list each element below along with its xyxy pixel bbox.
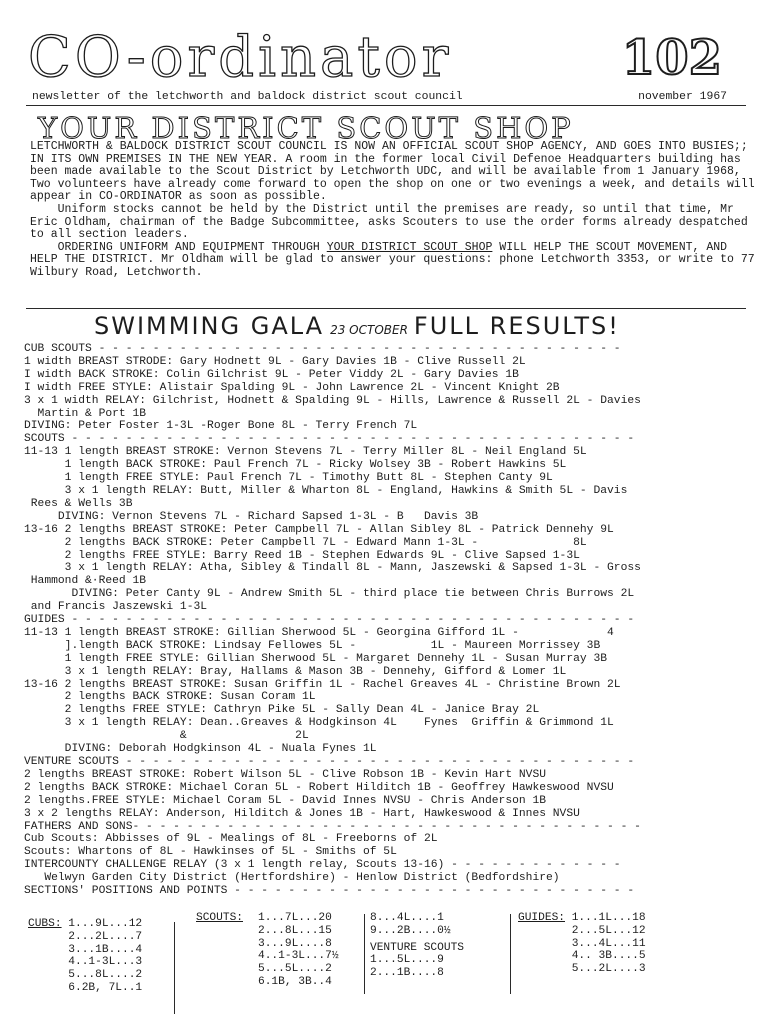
result-line: DIVING: Deborah Hodgkinson 4L - Nuala Fynes 1L xyxy=(24,743,377,756)
guides-rows xyxy=(572,912,646,976)
result-line: 11-13 1 length BREAST STROKE: Gillian Sherwood 5L - Georgina Gifford 1L - 4 xyxy=(24,626,614,639)
result-line: I width BACK STROKE: Colin Gilchrist 9L - Peter Viddy 2L - Gary Davies 1B xyxy=(24,368,519,381)
position-row: 1...7L...20 xyxy=(258,912,332,924)
cubs-rows xyxy=(68,918,142,995)
issue-date: november 1967 xyxy=(638,91,727,103)
cubs-label: CUBS: xyxy=(28,918,62,930)
cubs-positions xyxy=(28,918,142,995)
gala-heading-date: 23 OCTOBER xyxy=(330,323,408,337)
result-line: 3 x 1 length RELAY: Butt, Miller & Wharton 8L - England, Hawkins & Smith 5L - Davis xyxy=(24,484,628,497)
position-row: 3...1B....4 xyxy=(68,943,143,956)
result-line: 13-16 2 lengths BREAST STROKE: Susan Griffin 1L - Rachel Greaves 4L - Christine Brown 2L xyxy=(24,678,621,691)
position-row: 1...5L....9 xyxy=(370,954,444,967)
result-line: CUB SCOUTS - - - - - - - - - - - - - - - - - - - - - - - - - - - - - - - - - - - - - - - xyxy=(24,343,621,355)
shop-paragraph-2: Uniform stocks cannot be held by the District until the premises are ready, so until that time, Mr Eric Oldham, chairman of the Badge Subcommittee, asks Scouters to use the order forms already despatched to all section leaders. xyxy=(30,202,748,242)
result-line: 2 lengths.FREE STYLE: Michael Coram 5L - David Innes NVSU - Chris Anderson 1B xyxy=(24,794,547,807)
shop-link-text: YOUR DISTRICT SCOUT SHOP xyxy=(326,240,493,254)
result-line: Cub Scouts: Abbisses of 9L - Mealings of 8L - Freeborns of 2L xyxy=(24,833,438,846)
issue-number: 102 xyxy=(621,30,722,86)
result-line: DIVING: Peter Foster 1-3L -Roger Bone 8L - Terry French 7L xyxy=(24,420,418,433)
result-line: 3 x 1 width RELAY: Gilchrist, Hodnett & Spalding 9L - Hills, Lawrence & Russell 2L - Davies xyxy=(24,394,641,407)
position-row: 3...4L...11 xyxy=(571,937,646,950)
result-line: ].length BACK STROKE: Lindsay Fellowes 5L - 1L - Maureen Morrissey 3B xyxy=(24,639,601,652)
result-line: 1 length FREE STYLE: Paul French 7L - Timothy Butt 8L - Stephen Canty 9L xyxy=(24,472,553,485)
result-line: 2 lengths BREAST STROKE: Robert Wilson 5L - Clive Robson 1B - Kevin Hart NVSU xyxy=(24,768,547,781)
section-positions xyxy=(24,912,744,1024)
position-row: 8...4L....1 xyxy=(370,912,444,924)
result-line: 2 lengths BACK STROKE: Peter Campbell 7L - Edward Mann 1-3L - 8L xyxy=(24,536,587,549)
position-row: 2...8L...15 xyxy=(258,924,332,937)
result-line: Scouts: Whartons of 8L - Hawkinses of 5L - Smiths of 5L xyxy=(24,846,397,859)
result-line: 1 length FREE STYLE: Gillian Sherwood 5L - Margaret Dennehy 1L - Susan Murray 3B xyxy=(24,652,608,665)
scouts-positions-continued xyxy=(370,912,510,980)
result-line: 3 x 1 length RELAY: Dean..Greaves & Hodgkinson 4L Fynes Griffin & Grimmond 1L xyxy=(24,717,614,730)
shop-paragraph-3 xyxy=(30,242,755,280)
scouts-rows xyxy=(258,912,370,989)
result-line: GUIDES - - - - - - - - - - - - - - - - - - - - - - - - - - - - - - - - - - - - - - - - - - xyxy=(24,614,635,627)
result-line: 2 lengths BACK STROKE: Michael Coran 5L - Robert Hilditch 1B - Geoffrey Hawkeswood NVSU xyxy=(24,781,614,794)
position-row: 5...8L....2 xyxy=(68,969,143,982)
shop-article xyxy=(30,141,755,280)
scouts-label: SCOUTS: xyxy=(196,912,243,924)
result-line: & 2L xyxy=(24,730,309,743)
result-line: SCOUTS - - - - - - - - - - - - - - - - - - - - - - - - - - - - - - - - - - - - - - - - - - xyxy=(24,433,635,446)
masthead-rule xyxy=(26,105,746,106)
scouts-positions xyxy=(196,912,339,988)
result-line: 2 lengths FREE STYLE: Barry Reed 1B - Stephen Edwards 9L - Clive Sapsed 1-3L xyxy=(24,549,580,562)
position-row: 2...5L...12 xyxy=(571,924,646,937)
result-line: Martin & Port 1B xyxy=(24,407,147,420)
venture-rows xyxy=(370,954,510,980)
result-line: INTERCOUNTY CHALLENGE RELAY (3 x 1 length relay, Scouts 13-16) - - - - - - - - - - - - - xyxy=(24,859,621,872)
masthead xyxy=(22,25,744,96)
gala-results xyxy=(24,343,764,898)
result-line: and Francis Jaszewski 1-3L xyxy=(24,601,208,614)
result-line: SECTIONS' POSITIONS AND POINTS - - - - - - - - - - - - - - - - - - - - - - - - - - - - - - xyxy=(24,885,635,898)
position-row: 9...2B....0½ xyxy=(370,924,451,937)
scouts-continued-rows xyxy=(370,912,510,938)
result-line: 3 x 1 length RELAY: Bray, Hallams & Mason 3B - Dennehy, Gifford & Lomer 1L xyxy=(24,665,567,678)
result-line: FATHERS AND SONS- - - - - - - - - - - - - - - - - - - - - - - - - - - - - - - - - - - - - - xyxy=(24,820,641,833)
masthead-subline xyxy=(32,91,727,103)
position-row: 5...5L....2 xyxy=(258,963,332,976)
result-line: Hammond &·Reed 1B xyxy=(24,575,147,588)
position-row: 3...9L....8 xyxy=(258,937,332,950)
position-row: 4..1-3L...7½ xyxy=(258,950,339,963)
shop-heading: YOUR DISTRICT SCOUT SHOP xyxy=(38,111,574,145)
result-line: DIVING: Peter Canty 9L - Andrew Smith 5L - third place tie between Chris Burrows 2L xyxy=(24,588,635,601)
article-divider xyxy=(26,308,746,309)
position-row: 6.1B, 3B..4 xyxy=(258,975,332,988)
result-line: Rees & Wells 3B xyxy=(24,497,133,510)
result-line: DIVING: Vernon Stevens 7L - Richard Sapsed 1-3L - B Davis 3B xyxy=(24,510,479,523)
shop-paragraph-3-start: ORDERING UNIFORM AND EQUIPMENT THROUGH xyxy=(57,240,327,254)
position-row: 6.2B, 7L..1 xyxy=(68,981,143,994)
result-line: 11-13 1 length BREAST STROKE: Vernon Stevens 7L - Terry Miller 8L - Neil England 5L xyxy=(24,446,587,459)
result-line: 2 lengths BACK STROKE: Susan Coram 1L xyxy=(24,691,316,704)
position-row: 2...1B....8 xyxy=(370,967,444,980)
position-row: 1...9L...12 xyxy=(68,918,143,930)
guides-label: GUIDES: xyxy=(518,912,565,924)
guides-positions xyxy=(518,912,646,976)
gala-heading-title: SWIMMING GALA xyxy=(94,312,325,340)
gala-heading xyxy=(94,312,714,344)
divider-line xyxy=(510,914,511,994)
result-line: 2 lengths FREE STYLE: Cathryn Pike 5L - Sally Dean 4L - Janice Bray 2L xyxy=(24,704,540,717)
shop-paragraph-3-end: WILL HELP THE SCOUT MOVEMENT, AND HELP THE DISTRICT. Mr Oldham will be glad to answer your questions: phone Letchworth 3353, or write to 77 Wilbury Road, Letchworth. xyxy=(30,240,755,279)
result-line: 13-16 2 lengths BREAST STROKE: Peter Campbell 7L - Allan Sibley 8L - Patrick Dennehy 9L xyxy=(24,523,614,536)
result-line: 3 x 2 lengths RELAY: Anderson, Hilditch & Jones 1B - Hart, Hawkeswood & Innes NVSU xyxy=(24,807,580,820)
result-line: I width FREE STYLE: Alistair Spalding 9L - John Lawrence 2L - Vincent Knight 2B xyxy=(24,381,560,394)
result-line: Welwyn Garden City District (Hertfordshire) - Henlow District (Bedfordshire) xyxy=(24,872,560,885)
position-row: 4.. 3B....5 xyxy=(571,950,646,963)
newsletter-title: CO-ordinator xyxy=(28,25,453,90)
newsletter-subtitle: newsletter of the letchworth and baldock district scout council xyxy=(32,91,463,103)
result-line: 1 length BACK STROKE: Paul French 7L - Ricky Wolsey 3B - Robert Hawkins 5L xyxy=(24,459,567,472)
position-row: 4..1-3L...3 xyxy=(68,956,143,969)
divider-line xyxy=(174,922,175,1014)
shop-paragraph-1: LETCHWORTH & BALDOCK DISTRICT SCOUT COUNCIL IS NOW AN OFFICIAL SCOUT SHOP AGENCY, AND GOES INTO BUSIES;; IN ITS OWN PREMISES IN THE NEW YEAR. A room in the former local Civil Defenoe Headquarters building has been made available to the Scout District by Letchworth UDC, and will be available from 1 January 1968, Two volunteers have already come forward to open the shop on one or two evenings a week, and details will appear in CO-ORDINATOR as soon as possible. xyxy=(30,140,755,204)
divider-line xyxy=(364,914,365,994)
result-line: 3 x 1 length RELAY: Atha, Sibley & Tindall 8L - Mann, Jaszewski & Sapsed 1-3L - Gross xyxy=(24,562,641,575)
result-line: 1 width BREAST STRODE: Gary Hodnett 9L - Gary Davies 1B - Clive Russell 2L xyxy=(24,355,526,368)
venture-label: VENTURE SCOUTS xyxy=(370,941,464,954)
position-row: 5...2L....3 xyxy=(571,963,646,976)
position-row: 1...1L...18 xyxy=(571,912,646,924)
result-line: VENTURE SCOUTS - - - - - - - - - - - - - - - - - - - - - - - - - - - - - - - - - - - - - - xyxy=(24,756,635,768)
position-row: 2...2L....7 xyxy=(68,930,143,943)
gala-heading-tail: FULL RESULTS! xyxy=(413,312,620,340)
